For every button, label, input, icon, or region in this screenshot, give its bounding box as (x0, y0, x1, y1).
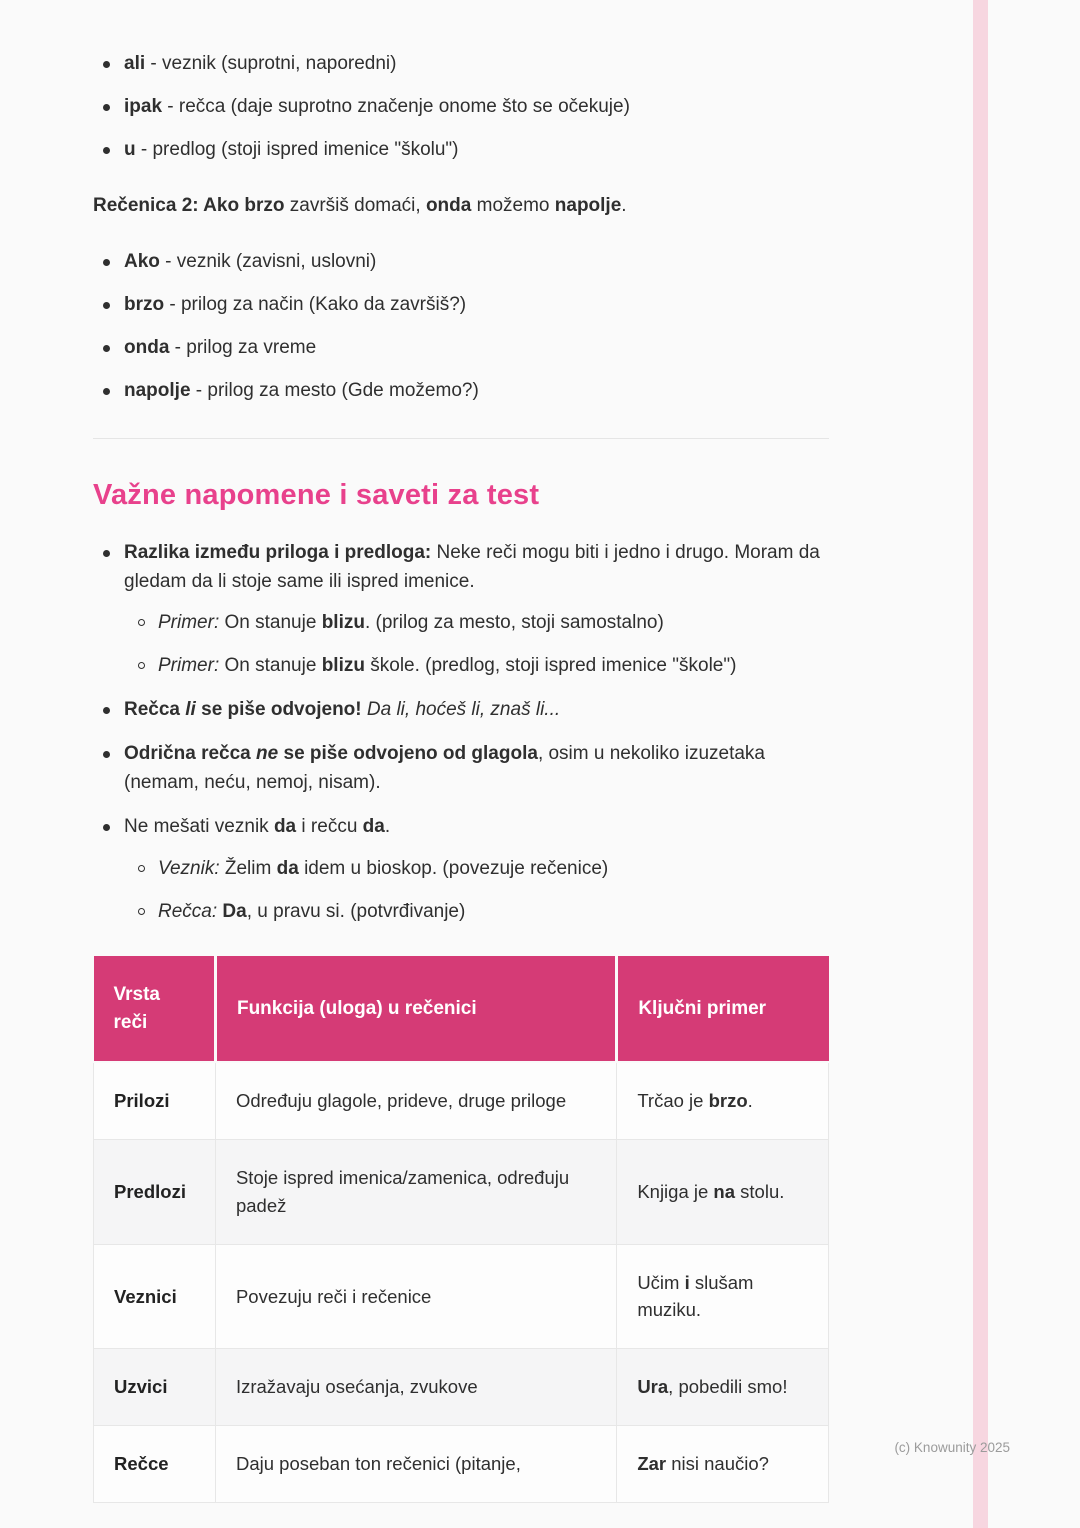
list-item-body (124, 813, 829, 927)
list-item (93, 813, 829, 927)
sub-list-item (138, 609, 829, 638)
cell-word-type: Rečce (94, 1425, 216, 1502)
table-header-funkcija: Funkcija (uloga) u rečenici (215, 956, 616, 1062)
list-item-text: brzo - prilog za način (Kako da završiš?) (124, 294, 467, 315)
sub-list-item-text: Veznik: Želim da idem u bioskop. (povezuje rečenice) (158, 857, 609, 879)
table-header-kljucni-primer: Ključni primer (617, 956, 829, 1062)
sub-list (138, 855, 829, 927)
cell-word-type: Veznici (94, 1244, 216, 1349)
list-item-text: Odrična rečca ne se piše odvojeno od glagola, osim u nekoliko izuzetaka (nemam, neću, nemoj, nisam). (124, 743, 765, 793)
sub-list-item (138, 652, 829, 681)
bullet-icon (103, 550, 110, 557)
cell-function: Daju poseban ton rečenici (pitanje, (215, 1425, 616, 1502)
sub-list-item-text: Rečca: Da, u pravu si. (potvrđivanje) (158, 900, 466, 922)
bullet-icon (103, 707, 110, 714)
list-item-text: Ne mešati veznik da i rečcu da. (124, 815, 391, 837)
list-item (93, 136, 829, 165)
list-item-body (124, 539, 829, 682)
word-types-table (93, 956, 829, 1502)
sub-list-item (138, 898, 829, 927)
list-item-text: Rečca li se piše odvojeno! Da li, hoćeš li, znaš li... (124, 699, 561, 721)
notes-list (93, 539, 829, 927)
cell-example: Ura, pobedili smo! (617, 1349, 829, 1426)
list-item (93, 334, 829, 363)
cell-word-type: Prilozi (94, 1062, 216, 1139)
list-item-text: onda - prilog za vreme (124, 336, 317, 358)
cell-example: Učim i slušam muziku. (617, 1244, 829, 1349)
bullet-icon (103, 104, 110, 111)
table-row-recce (94, 1425, 829, 1502)
sub-list-item-text: Primer: On stanuje blizu škole. (predlog, stoji ispred imenice "škole") (158, 655, 737, 677)
table-row-predlozi (94, 1140, 829, 1245)
list-item (93, 93, 829, 122)
list-item (93, 291, 829, 320)
bullet-icon (103, 388, 110, 395)
list-item-text: Razlika između priloga i predloga: Neke reči mogu biti i jedno i drugo. Moram da gledam da li stoje same ili ispred imenice. (124, 541, 820, 592)
section-heading: Važne napomene i saveti za test (93, 478, 540, 511)
copyright-watermark: (c) Knowunity 2025 (894, 1440, 1010, 1455)
table-row-prilozi (94, 1062, 829, 1139)
table-row-uzvici (94, 1349, 829, 1426)
cell-example: Knjiga je na stolu. (617, 1140, 829, 1245)
circle-bullet-icon (138, 865, 145, 872)
table-header-row (94, 956, 829, 1062)
cell-example: Zar nisi naučio? (617, 1425, 829, 1502)
sub-list-item (138, 855, 829, 884)
bullet-icon (103, 61, 110, 68)
list-item (93, 696, 829, 725)
list-item (93, 377, 829, 406)
circle-bullet-icon (138, 662, 145, 669)
right-accent-stripe (973, 0, 988, 1528)
circle-bullet-icon (138, 619, 145, 626)
sub-list-item-text: Primer: On stanuje blizu. (prilog za mesto, stoji samostalno) (158, 612, 664, 634)
cell-word-type: Uzvici (94, 1349, 216, 1426)
bullet-icon (103, 147, 110, 154)
cell-example: Trčao je brzo. (617, 1062, 829, 1139)
list-item-text: napolje - prilog za mesto (Gde možemo?) (124, 379, 479, 401)
cell-function: Povezuju reči i rečenice (215, 1244, 616, 1349)
bullet-icon (103, 751, 110, 758)
list-item-text: ipak - rečca (daje suprotno značenje onome što se očekuje) (124, 95, 630, 117)
circle-bullet-icon (138, 908, 145, 915)
list-item-text: ali - veznik (suprotni, naporedni) (124, 53, 397, 74)
list-item (93, 740, 829, 798)
cell-function: Izražavaju osećanja, zvukove (215, 1349, 616, 1426)
notes-content (93, 0, 829, 1503)
list-item (93, 248, 829, 277)
sentence1-analysis-list (93, 50, 829, 165)
bullet-icon (103, 259, 110, 266)
cell-word-type: Predlozi (94, 1140, 216, 1245)
sentence2-analysis-list (93, 248, 829, 406)
sub-list (138, 609, 829, 681)
table-row-veznici (94, 1244, 829, 1349)
list-item (93, 50, 829, 79)
bullet-icon (103, 824, 110, 831)
section-divider (93, 438, 829, 439)
list-item-text: u - predlog (stoji ispred imenice "školu") (124, 138, 459, 160)
bullet-icon (103, 302, 110, 309)
cell-function: Stoje ispred imenica/zamenica, određuju padež (215, 1140, 616, 1245)
list-item-text: Ako - veznik (zavisni, uslovni) (124, 251, 377, 273)
cell-function: Određuju glagole, prideve, druge priloge (215, 1062, 616, 1139)
table-header-vrsta-reci: Vrsta reči (94, 956, 216, 1062)
list-item (93, 539, 829, 682)
bullet-icon (103, 345, 110, 352)
sentence2-heading: Rečenica 2: Ako brzo završiš domaći, onda možemo napolje. (93, 194, 627, 216)
